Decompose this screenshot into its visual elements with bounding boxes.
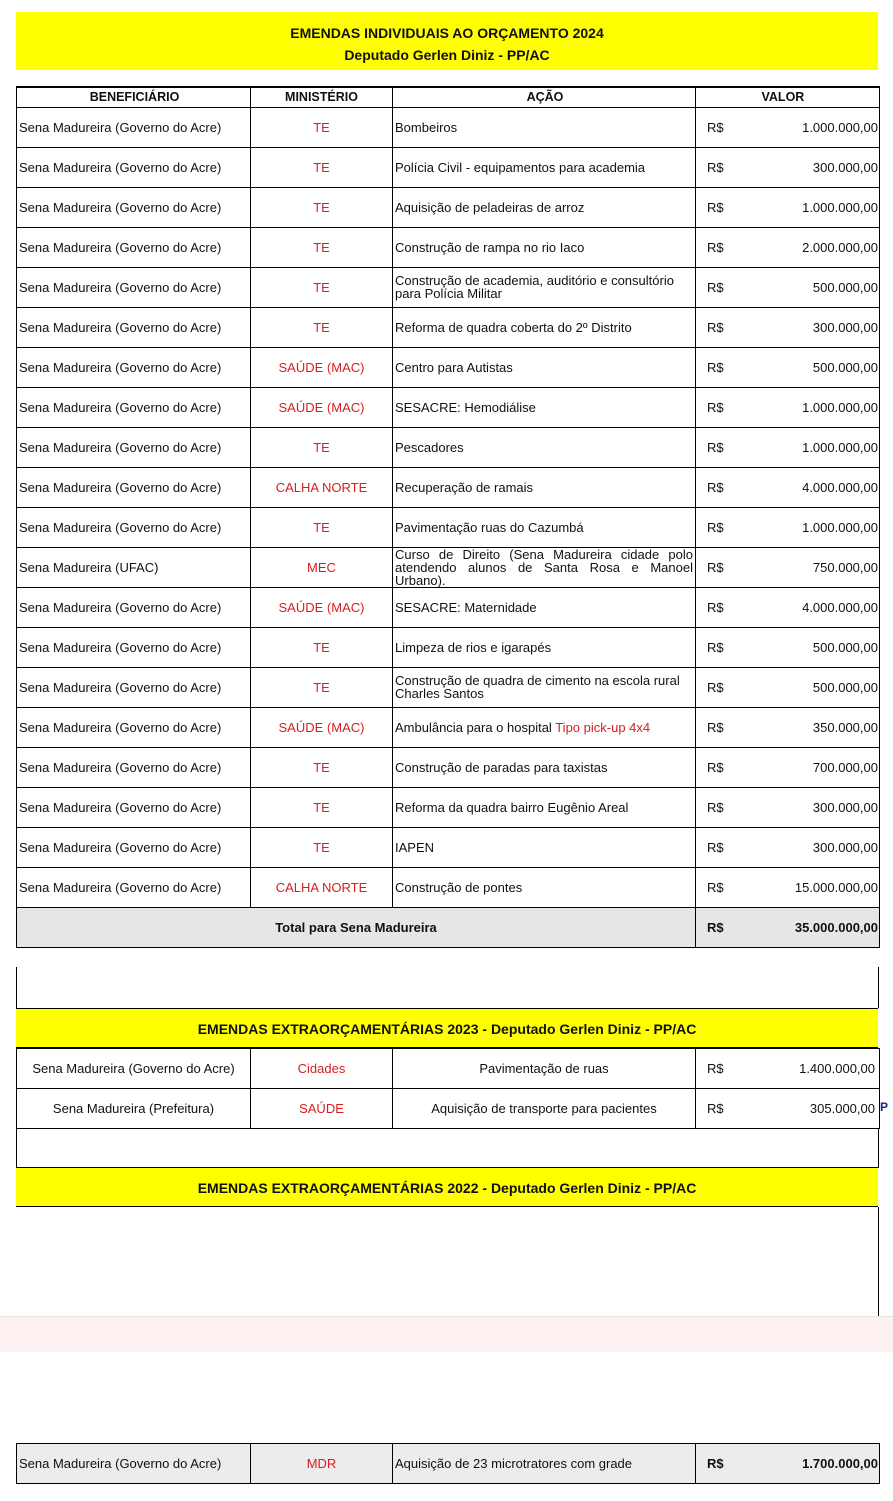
row-acao xyxy=(393,827,696,867)
row-ministerio: TE xyxy=(251,107,393,147)
row-ministerio: TE xyxy=(251,427,393,467)
row-valor: 305.000,00 xyxy=(736,1089,880,1129)
row-acao-text: Construção de paradas para taxistas xyxy=(395,759,608,775)
row-currency: R$ xyxy=(696,667,712,707)
row-valor: 500.000,00 xyxy=(712,267,880,307)
row-ministerio: TE xyxy=(251,787,393,827)
row-beneficiario: Sena Madureira (Governo do Acre) xyxy=(17,1444,251,1484)
row-beneficiario: Sena Madureira (Governo do Acre) xyxy=(17,387,251,427)
row-valor: 1.700.000,00 xyxy=(736,1444,880,1484)
row-valor: 750.000,00 xyxy=(712,547,880,587)
row-acao-text: Reforma da quadra bairro Eugênio Areal xyxy=(395,799,629,815)
row-ministerio: TE xyxy=(251,267,393,307)
table-row xyxy=(17,187,880,227)
row-acao-text: Centro para Autistas xyxy=(395,359,513,375)
table-row xyxy=(17,1444,880,1484)
row-beneficiario: Sena Madureira (Governo do Acre) xyxy=(17,627,251,667)
row-valor: 4.000.000,00 xyxy=(712,587,880,627)
row-ministerio: TE xyxy=(251,507,393,547)
row-currency: R$ xyxy=(696,867,712,907)
row-acao-text: Curso de Direito (Sena Madureira cidade polo atendendo alunos de Santa Rosa e Manoel Urbano). xyxy=(395,546,693,588)
row-acao xyxy=(393,467,696,507)
row-valor: 2.000.000,00 xyxy=(712,227,880,267)
row-acao-text: Construção de academia, auditório e consultório para Polícia Militar xyxy=(395,273,674,301)
row-currency: R$ xyxy=(696,587,712,627)
row-currency: R$ xyxy=(696,187,712,227)
row-acao-text: Reforma de quadra coberta do 2º Distrito xyxy=(395,319,632,335)
row-acao xyxy=(393,507,696,547)
row-beneficiario: Sena Madureira (Governo do Acre) xyxy=(17,467,251,507)
row-beneficiario: Sena Madureira (Governo do Acre) xyxy=(17,507,251,547)
row-ministerio: TE xyxy=(251,147,393,187)
page-break-band xyxy=(0,1316,893,1352)
table-row xyxy=(17,347,880,387)
row-beneficiario: Sena Madureira (Governo do Acre) xyxy=(17,267,251,307)
row-acao xyxy=(393,867,696,907)
row-beneficiario: Sena Madureira (Governo do Acre) xyxy=(17,747,251,787)
row-ministerio: SAÚDE xyxy=(251,1089,393,1129)
extra-2022-table xyxy=(16,1443,880,1484)
row-acao-text: Limpeza de rios e igarapés xyxy=(395,639,552,655)
row-ministerio: MDR xyxy=(251,1444,393,1484)
row-ministerio: TE xyxy=(251,747,393,787)
row-beneficiario: Sena Madureira (Governo do Acre) xyxy=(17,427,251,467)
row-ministerio: CALHA NORTE xyxy=(251,867,393,907)
row-acao-text: Polícia Civil - equipamentos para academia xyxy=(395,159,646,175)
row-acao xyxy=(393,347,696,387)
row-acao-text: Aquisição de peladeiras de arroz xyxy=(395,199,585,215)
table-row xyxy=(17,227,880,267)
row-acao-text: Ambulância para o hospital xyxy=(395,719,552,735)
row-ministerio: TE xyxy=(251,667,393,707)
row-beneficiario: Sena Madureira (Governo do Acre) xyxy=(17,147,251,187)
row-valor: 350.000,00 xyxy=(712,707,880,747)
row-beneficiario: Sena Madureira (UFAC) xyxy=(17,547,251,587)
row-beneficiario: Sena Madureira (Governo do Acre) xyxy=(17,1049,251,1089)
table-row xyxy=(17,267,880,307)
row-acao xyxy=(393,307,696,347)
table-row xyxy=(17,467,880,507)
row-currency: R$ xyxy=(696,787,712,827)
row-valor: 300.000,00 xyxy=(712,307,880,347)
row-currency: R$ xyxy=(696,747,712,787)
row-acao-text: Bombeiros xyxy=(395,119,458,135)
row-beneficiario: Sena Madureira (Governo do Acre) xyxy=(17,187,251,227)
total-value: 35.000.000,00 xyxy=(712,907,880,947)
row-acao-text: SESACRE: Maternidade xyxy=(395,599,537,615)
row-ministerio: TE xyxy=(251,627,393,667)
row-ministerio: SAÚDE (MAC) xyxy=(251,347,393,387)
row-currency: R$ xyxy=(696,467,712,507)
row-currency: R$ xyxy=(696,1089,736,1129)
row-acao xyxy=(393,707,696,747)
row-acao xyxy=(393,147,696,187)
row-beneficiario: Sena Madureira (Governo do Acre) xyxy=(17,707,251,747)
row-currency: R$ xyxy=(696,427,712,467)
table-row xyxy=(17,507,880,547)
row-acao-extra: Tipo pick-up 4x4 xyxy=(555,719,651,735)
row-currency: R$ xyxy=(696,827,712,867)
row-currency: R$ xyxy=(696,107,712,147)
row-acao-text: Pescadores xyxy=(395,439,464,455)
row-currency: R$ xyxy=(696,387,712,427)
row-beneficiario: Sena Madureira (Governo do Acre) xyxy=(17,587,251,627)
row-acao: Pavimentação de ruas xyxy=(393,1049,696,1089)
row-currency: R$ xyxy=(696,347,712,387)
row-valor: 700.000,00 xyxy=(712,747,880,787)
row-acao xyxy=(393,627,696,667)
row-currency: R$ xyxy=(696,1049,736,1089)
total-row xyxy=(17,907,880,947)
row-beneficiario: Sena Madureira (Governo do Acre) xyxy=(17,667,251,707)
document-title-banner xyxy=(16,12,878,70)
total-currency: R$ xyxy=(696,907,712,947)
section-title-2022: EMENDAS EXTRAORÇAMENTÁRIAS 2022 - Deputado Gerlen Diniz - PP/AC xyxy=(16,1167,878,1207)
row-currency: R$ xyxy=(696,267,712,307)
row-acao-text: Pavimentação ruas do Cazumbá xyxy=(395,519,584,535)
col-header-valor: VALOR xyxy=(712,87,880,107)
row-currency: R$ xyxy=(696,147,712,187)
row-valor: 1.000.000,00 xyxy=(712,387,880,427)
row-currency: R$ xyxy=(696,307,712,347)
row-acao-text: Recuperação de ramais xyxy=(395,479,534,495)
col-header-ministerio: MINISTÉRIO xyxy=(251,87,393,107)
table-row xyxy=(17,147,880,187)
row-ministerio: TE xyxy=(251,307,393,347)
row-beneficiario: Sena Madureira (Governo do Acre) xyxy=(17,867,251,907)
row-acao xyxy=(393,667,696,707)
row-ministerio: MEC xyxy=(251,547,393,587)
row-acao xyxy=(393,267,696,307)
extra-2023-table xyxy=(16,1048,880,1129)
row-valor: 1.000.000,00 xyxy=(712,187,880,227)
row-currency: R$ xyxy=(696,227,712,267)
row-ministerio: CALHA NORTE xyxy=(251,467,393,507)
row-ministerio: SAÚDE (MAC) xyxy=(251,707,393,747)
row-ministerio: TE xyxy=(251,827,393,867)
row-acao xyxy=(393,187,696,227)
row-beneficiario: Sena Madureira (Governo do Acre) xyxy=(17,307,251,347)
row-acao-text: Construção de rampa no rio Iaco xyxy=(395,239,585,255)
row-beneficiario: Sena Madureira (Prefeitura) xyxy=(17,1089,251,1129)
row-valor: 15.000.000,00 xyxy=(712,867,880,907)
row-valor: 500.000,00 xyxy=(712,347,880,387)
table-row xyxy=(17,707,880,747)
row-currency: R$ xyxy=(696,547,712,587)
row-currency: R$ xyxy=(696,507,712,547)
table-row xyxy=(17,387,880,427)
row-ministerio: Cidades xyxy=(251,1049,393,1089)
row-ministerio: SAÚDE (MAC) xyxy=(251,387,393,427)
row-ministerio: TE xyxy=(251,227,393,267)
row-valor: 1.000.000,00 xyxy=(712,427,880,467)
row-valor: 4.000.000,00 xyxy=(712,467,880,507)
document-title: EMENDAS INDIVIDUAIS AO ORÇAMENTO 2024 xyxy=(290,25,604,41)
row-acao xyxy=(393,107,696,147)
row-valor: 300.000,00 xyxy=(712,827,880,867)
table-row xyxy=(17,307,880,347)
row-acao xyxy=(393,747,696,787)
row-ministerio: SAÚDE (MAC) xyxy=(251,587,393,627)
table-row xyxy=(17,627,880,667)
row-currency: R$ xyxy=(696,627,712,667)
col-header-acao: AÇÃO xyxy=(393,87,696,107)
total-label: Total para Sena Madureira xyxy=(17,907,696,947)
table-header-row xyxy=(17,87,880,107)
row-beneficiario: Sena Madureira (Governo do Acre) xyxy=(17,107,251,147)
table-row xyxy=(17,107,880,147)
row-acao xyxy=(393,427,696,467)
table-row xyxy=(17,787,880,827)
col-header-beneficiario: BENEFICIÁRIO xyxy=(17,87,251,107)
row-valor: 300.000,00 xyxy=(712,787,880,827)
row-beneficiario: Sena Madureira (Governo do Acre) xyxy=(17,827,251,867)
row-acao-text: Construção de quadra de cimento na escola rural Charles Santos xyxy=(395,673,680,701)
table-row xyxy=(17,867,880,907)
table-row xyxy=(17,1089,880,1129)
table-row xyxy=(17,587,880,627)
table-row xyxy=(17,667,880,707)
row-acao: Aquisição de 23 microtratores com grade xyxy=(393,1444,696,1484)
row-acao xyxy=(393,227,696,267)
row-ministerio: TE xyxy=(251,187,393,227)
row-acao xyxy=(393,387,696,427)
table-row xyxy=(17,1049,880,1089)
table-row xyxy=(17,747,880,787)
table-row xyxy=(17,547,880,587)
row-valor: 1.400.000,00 xyxy=(736,1049,880,1089)
row-valor: 300.000,00 xyxy=(712,147,880,187)
table-row xyxy=(17,427,880,467)
row-acao: Aquisição de transporte para pacientes xyxy=(393,1089,696,1129)
row-acao-text: IAPEN xyxy=(395,839,435,855)
table-row xyxy=(17,827,880,867)
emendas-2024-table xyxy=(16,86,880,948)
row-beneficiario: Sena Madureira (Governo do Acre) xyxy=(17,787,251,827)
row-currency: R$ xyxy=(696,1444,736,1484)
row-acao-text: Construção de pontes xyxy=(395,879,523,895)
row-acao xyxy=(393,587,696,627)
document-subtitle: Deputado Gerlen Diniz - PP/AC xyxy=(344,47,550,63)
row-valor: 500.000,00 xyxy=(712,667,880,707)
row-beneficiario: Sena Madureira (Governo do Acre) xyxy=(17,347,251,387)
row-valor: 500.000,00 xyxy=(712,627,880,667)
row-beneficiario: Sena Madureira (Governo do Acre) xyxy=(17,227,251,267)
row-currency: R$ xyxy=(696,707,712,747)
row-acao xyxy=(393,787,696,827)
section-title-2023: EMENDAS EXTRAORÇAMENTÁRIAS 2023 - Deputado Gerlen Diniz - PP/AC xyxy=(16,1008,878,1048)
overflow-mark: P xyxy=(880,1100,889,1114)
row-acao-text: SESACRE: Hemodiálise xyxy=(395,399,536,415)
row-acao xyxy=(393,547,696,587)
row-valor: 1.000.000,00 xyxy=(712,107,880,147)
row-valor: 1.000.000,00 xyxy=(712,507,880,547)
